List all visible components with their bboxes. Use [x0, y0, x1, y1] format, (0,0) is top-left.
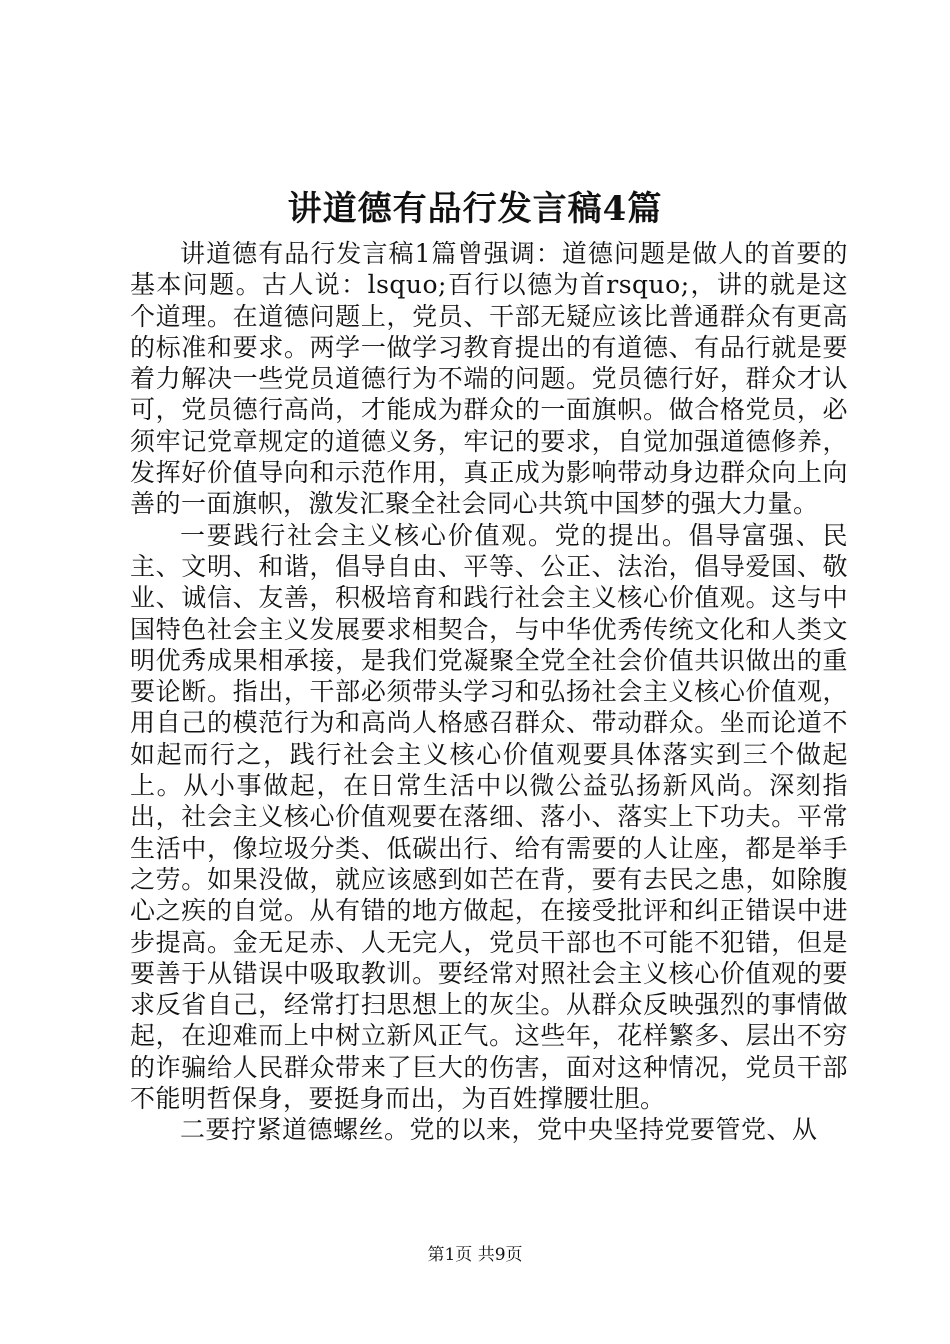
paragraph-intro: 讲道德有品行发言稿1篇曾强调：道德问题是做人的首要的基本问题。古人说：lsquo;百行以德为首rsquo;，讲的就是这个道理。在道德问题上，党员、干部无疑应该比普通群众有更高的标准和要求。两学一做学习教育提出的有道德、有品行就是要着力解决一些党员道德行为不端的问题。党员德行好，群众才认可，党员德行高尚，才能成为群众的一面旗帜。做合格党员，必须牢记党章规定的道德义务，牢记的要求，自觉加强道德修养，发挥好价值导向和示范作用，真正成为影响带动身边群众向上向善的一面旗帜，激发汇聚全社会同心共筑中国梦的强大力量。 — [130, 239, 848, 519]
page-footer: 第1页 共9页 — [427, 1245, 523, 1265]
document-body — [130, 238, 848, 1146]
document-title: 讲道德有品行发言稿4篇 — [287, 189, 663, 229]
paragraph-moral-screws: 二要拧紧道德螺丝。党的以来，党中央坚持党要管党、从 — [180, 1115, 818, 1145]
paragraph-core-values: 一要践行社会主义核心价值观。党的提出。倡导富强、民主、文明、和谐，倡导自由、平等、公正、法治，倡导爱国、敬业、诚信、友善，积极培育和践行社会主义核心价值观。这与中国特色社会主义发展要求相契合，与中华优秀传统文化和人类文明优秀成果相承接，是我们党凝聚全党全社会价值共识做出的重要论断。指出，干部必须带头学习和弘扬社会主义核心价值观，用自己的模范行为和高尚人格感召群众、带动群众。坐而论道不如起而行之，践行社会主义核心价值观要具体落实到三个做起上。从小事做起，在日常生活中以微公益弘扬新风尚。深刻指出，社会主义核心价值观要在落细、落小、落实上下功夫。平常生活中，像垃圾分类、低碳出行、给有需要的人让座，都是举手之劳。如果没做，就应该感到如芒在背，要有去民之患，如除腹心之疾的自觉。从有错的地方做起，在接受批评和纠正错误中进步提高。金无足赤、人无完人，党员干部也不可能不犯错，但是要善于从错误中吸取教训。要经常对照社会主义核心价值观的要求反省自己，经常打扫思想上的灰尘。从群众反映强烈的事情做起，在迎难而上中树立新风正气。这些年，花样繁多、层出不穷的诈骗给人民群众带来了巨大的伤害，面对这种情况，党员干部不能明哲保身，要挺身而出，为百姓撑腰壮胆。 — [130, 520, 848, 1114]
